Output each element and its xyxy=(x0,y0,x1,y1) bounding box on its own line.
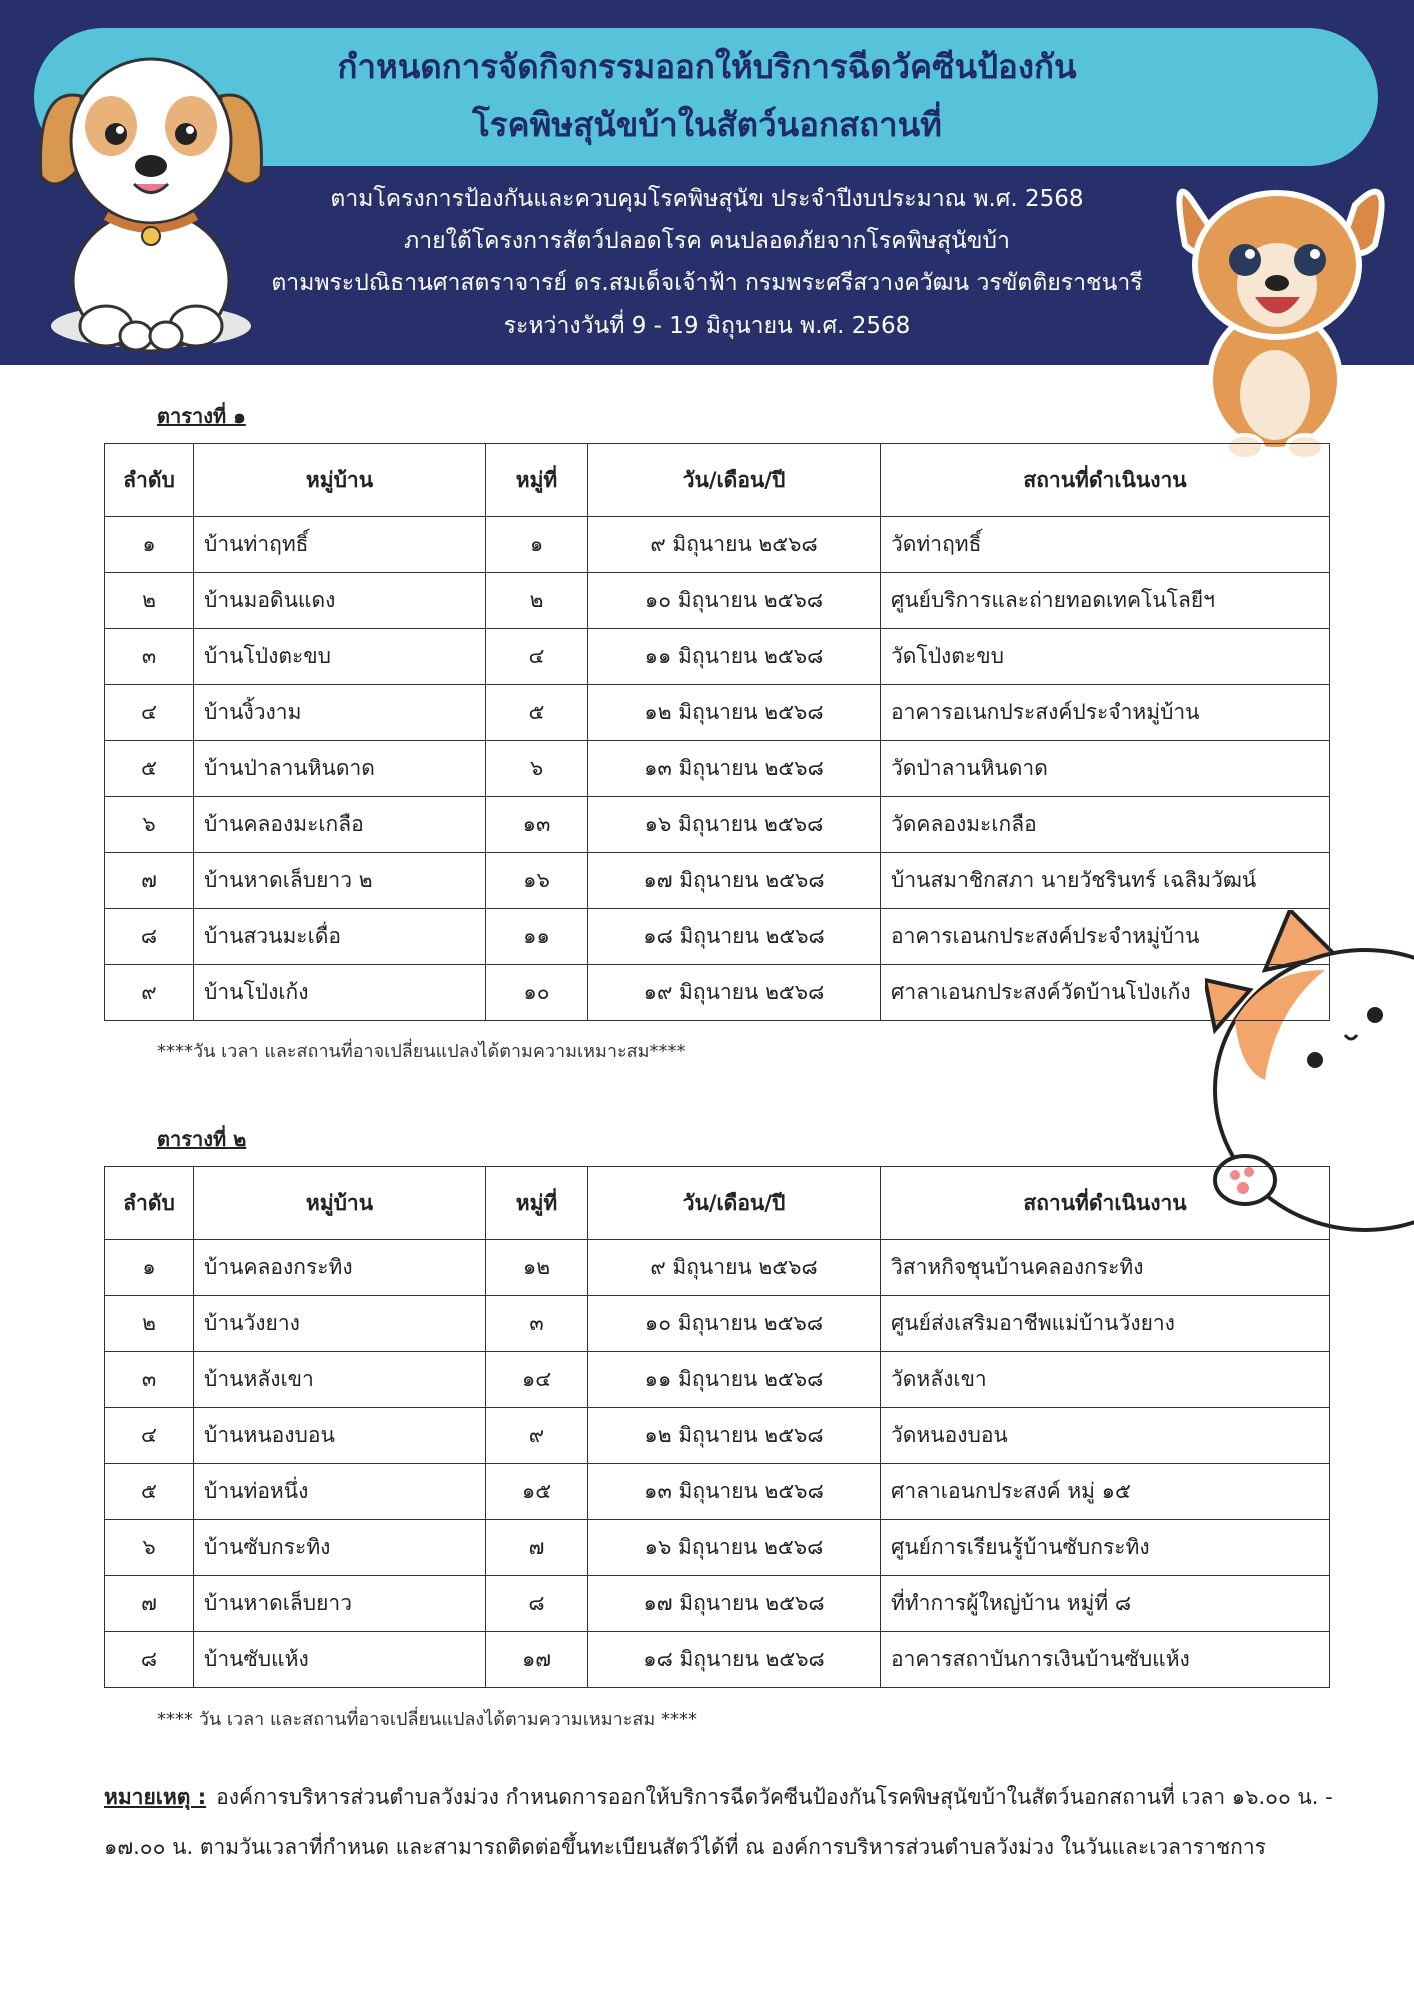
table-row xyxy=(105,1408,1330,1464)
cell-order: ๔ xyxy=(105,685,194,741)
table-row xyxy=(105,1240,1330,1296)
remark-text: องค์การบริหารส่วนตำบลวังม่วง กำหนดการออกให้บริการฉีดวัคซีนป้องกันโรคพิษสุนัขบ้าในสัตว์นอกสถานที่ เวลา ๑๖.๐๐ น. - ๑๗.๐๐ น. ตามวันเวลาที่กำหนด และสามารถติดต่อขึ้นทะเบียนสัตว์ได้ที่ ณ องค์การบริหารส่วนตำบลวังม่วง ในวันและเวลาราชการ xyxy=(104,1785,1333,1859)
cell-date: ๑๐ มิถุนายน ๒๕๖๘ xyxy=(588,573,881,629)
table-row xyxy=(105,517,1330,573)
table2-note: **** วัน เวลา และสถานที่อาจเปลี่ยนแปลงได้ตามความเหมาะสม **** xyxy=(157,1709,697,1730)
schedule-table-1 xyxy=(104,443,1330,1021)
cell-order: ๘ xyxy=(105,909,194,965)
cell-order: ๙ xyxy=(105,965,194,1021)
cell-date: ๑๗ มิถุนายน ๒๕๖๘ xyxy=(588,853,881,909)
cell-date: ๙ มิถุนายน ๒๕๖๘ xyxy=(588,1240,881,1296)
table-row xyxy=(105,1576,1330,1632)
cell-village: บ้านป่าลานหินดาด xyxy=(194,741,486,797)
cell-order: ๓ xyxy=(105,629,194,685)
cell-village: บ้านโป่งตะขบ xyxy=(194,629,486,685)
column-header-location: สถานที่ดำเนินงาน xyxy=(881,444,1330,517)
cell-village: บ้านท่อหนึ่ง xyxy=(194,1464,486,1520)
cell-village: บ้านหนองบอน xyxy=(194,1408,486,1464)
cell-village: บ้านโป่งเก้ง xyxy=(194,965,486,1021)
cell-location: ศูนย์การเรียนรู้บ้านซับกระทิง xyxy=(881,1520,1330,1576)
cell-village: บ้านหาดเล็บยาว xyxy=(194,1576,486,1632)
cell-moo: ๙ xyxy=(486,1408,588,1464)
cell-village: บ้านสวนมะเดื่อ xyxy=(194,909,486,965)
cell-date: ๑๘ มิถุนายน ๒๕๖๘ xyxy=(588,909,881,965)
cell-order: ๒ xyxy=(105,573,194,629)
cell-moo: ๑๔ xyxy=(486,1352,588,1408)
table-row xyxy=(105,685,1330,741)
cell-location: วิสาหกิจชุนบ้านคลองกระทิง xyxy=(881,1240,1330,1296)
column-header-order: ลำดับ xyxy=(105,1167,194,1240)
table-row xyxy=(105,1632,1330,1688)
cell-moo: ๔ xyxy=(486,629,588,685)
cell-village: บ้านงิ้วงาม xyxy=(194,685,486,741)
cell-location: วัดคลองมะเกลือ xyxy=(881,797,1330,853)
cell-date: ๑๒ มิถุนายน ๒๕๖๘ xyxy=(588,685,881,741)
dog-illustration xyxy=(26,26,276,356)
table2-label: ตารางที่ ๒ xyxy=(157,1127,247,1151)
cell-village: บ้านหลังเขา xyxy=(194,1352,486,1408)
subtitle-royal-patron: ตามพระปณิธานศาสตราจารย์ ดร.สมเด็จเจ้าฟ้า กรมพระศรีสวางควัฒน วรขัตติยราชนารี xyxy=(271,270,1143,296)
cell-location: ศูนย์บริการและถ่ายทอดเทคโนโลยีฯ xyxy=(881,573,1330,629)
cell-moo: ๗ xyxy=(486,1520,588,1576)
cell-order: ๖ xyxy=(105,797,194,853)
cell-moo: ๑๕ xyxy=(486,1464,588,1520)
cell-order: ๕ xyxy=(105,1464,194,1520)
cell-moo: ๑ xyxy=(486,517,588,573)
cell-moo: ๑๗ xyxy=(486,1632,588,1688)
cell-order: ๗ xyxy=(105,853,194,909)
cell-date: ๑๑ มิถุนายน ๒๕๖๘ xyxy=(588,629,881,685)
cell-moo: ๕ xyxy=(486,685,588,741)
cell-date: ๑๗ มิถุนายน ๒๕๖๘ xyxy=(588,1576,881,1632)
cell-village: บ้านคลองกระทิง xyxy=(194,1240,486,1296)
cell-location: บ้านสมาชิกสภา นายวัชรินทร์ เฉลิมวัฒน์ xyxy=(881,853,1330,909)
column-header-village: หมู่บ้าน xyxy=(194,1167,486,1240)
table-header-row xyxy=(105,444,1330,517)
cell-moo: ๓ xyxy=(486,1296,588,1352)
title-line-1: กำหนดการจัดกิจกรรมออกให้บริการฉีดวัคซีนป้องกัน xyxy=(337,47,1077,86)
title-line-2: โรคพิษสุนัขบ้าในสัตว์นอกสถานที่ xyxy=(472,105,942,144)
table-row xyxy=(105,629,1330,685)
cell-village: บ้านวังยาง xyxy=(194,1296,486,1352)
remark-heading: หมายเหตุ : xyxy=(104,1785,207,1809)
cell-order: ๕ xyxy=(105,741,194,797)
remark-paragraph xyxy=(104,1772,1374,1872)
cell-location: วัดป่าลานหินดาด xyxy=(881,741,1330,797)
cell-order: ๒ xyxy=(105,1296,194,1352)
cell-location: ศาลาเอนกประสงค์ หมู่ ๑๕ xyxy=(881,1464,1330,1520)
cell-date: ๑๖ มิถุนายน ๒๕๖๘ xyxy=(588,797,881,853)
cell-moo: ๑๐ xyxy=(486,965,588,1021)
cell-moo: ๑๒ xyxy=(486,1240,588,1296)
cell-moo: ๑๑ xyxy=(486,909,588,965)
cell-order: ๓ xyxy=(105,1352,194,1408)
cell-order: ๖ xyxy=(105,1520,194,1576)
subtitle-project: ตามโครงการป้องกันและควบคุมโรคพิษสุนัข ประจำปีงบประมาณ พ.ศ. 2568 xyxy=(330,186,1084,212)
table-header-row xyxy=(105,1167,1330,1240)
column-header-location: สถานที่ดำเนินงาน xyxy=(881,1167,1330,1240)
table-row xyxy=(105,1520,1330,1576)
cell-village: บ้านซับกระทิง xyxy=(194,1520,486,1576)
cell-village: บ้านมอดินแดง xyxy=(194,573,486,629)
table1-label: ตารางที่ ๑ xyxy=(157,404,246,428)
cell-location: ศาลาเอนกประสงค์วัดบ้านโป่งเก้ง xyxy=(881,965,1330,1021)
cell-date: ๑๒ มิถุนายน ๒๕๖๘ xyxy=(588,1408,881,1464)
column-header-moo: หมู่ที่ xyxy=(486,1167,588,1240)
cell-location: อาคารเอนกประสงค์ประจำหมู่บ้าน xyxy=(881,909,1330,965)
cell-location: วัดท่าฤทธิ์ xyxy=(881,517,1330,573)
cell-moo: ๘ xyxy=(486,1576,588,1632)
column-header-order: ลำดับ xyxy=(105,444,194,517)
table1-note: ****วัน เวลา และสถานที่อาจเปลี่ยนแปลงได้ตามความเหมาะสม**** xyxy=(157,1041,686,1062)
column-header-moo: หมู่ที่ xyxy=(486,444,588,517)
subtitle-initiative: ภายใต้โครงการสัตว์ปลอดโรค คนปลอดภัยจากโรคพิษสุนัขบ้า xyxy=(404,228,1010,254)
cell-location: วัดโป่งตะขบ xyxy=(881,629,1330,685)
table-row xyxy=(105,1296,1330,1352)
puppy-illustration xyxy=(1155,165,1405,465)
cell-village: บ้านคลองมะเกลือ xyxy=(194,797,486,853)
table-row xyxy=(105,741,1330,797)
cell-location: ที่ทำการผู้ใหญ่บ้าน หมู่ที่ ๘ xyxy=(881,1576,1330,1632)
cell-date: ๑๐ มิถุนายน ๒๕๖๘ xyxy=(588,1296,881,1352)
cell-location: วัดหนองบอน xyxy=(881,1408,1330,1464)
cell-moo: ๒ xyxy=(486,573,588,629)
table-row xyxy=(105,573,1330,629)
table-row xyxy=(105,909,1330,965)
cell-date: ๑๓ มิถุนายน ๒๕๖๘ xyxy=(588,741,881,797)
table-row xyxy=(105,853,1330,909)
cell-location: ศูนย์ส่งเสริมอาชีพแม่บ้านวังยาง xyxy=(881,1296,1330,1352)
table-row xyxy=(105,965,1330,1021)
schedule-table-2 xyxy=(104,1166,1330,1688)
cell-moo: ๖ xyxy=(486,741,588,797)
cell-location: วัดหลังเขา xyxy=(881,1352,1330,1408)
cell-date: ๑๑ มิถุนายน ๒๕๖๘ xyxy=(588,1352,881,1408)
cell-location: อาคารอเนกประสงค์ประจำหมู่บ้าน xyxy=(881,685,1330,741)
cell-order: ๑ xyxy=(105,1240,194,1296)
cell-order: ๗ xyxy=(105,1576,194,1632)
subtitle-date-range: ระหว่างวันที่ 9 - 19 มิถุนายน พ.ศ. 2568 xyxy=(503,313,911,339)
table-row xyxy=(105,1352,1330,1408)
column-header-date: วัน/เดือน/ปี xyxy=(588,444,881,517)
cell-date: ๑๓ มิถุนายน ๒๕๖๘ xyxy=(588,1464,881,1520)
column-header-date: วัน/เดือน/ปี xyxy=(588,1167,881,1240)
cell-date: ๑๘ มิถุนายน ๒๕๖๘ xyxy=(588,1632,881,1688)
cell-date: ๑๖ มิถุนายน ๒๕๖๘ xyxy=(588,1520,881,1576)
cell-location: อาคารสถาบันการเงินบ้านซับแห้ง xyxy=(881,1632,1330,1688)
cell-order: ๑ xyxy=(105,517,194,573)
cell-date: ๙ มิถุนายน ๒๕๖๘ xyxy=(588,517,881,573)
cell-date: ๑๙ มิถุนายน ๒๕๖๘ xyxy=(588,965,881,1021)
cell-village: บ้านท่าฤทธิ์ xyxy=(194,517,486,573)
column-header-village: หมู่บ้าน xyxy=(194,444,486,517)
cell-order: ๘ xyxy=(105,1632,194,1688)
cell-moo: ๑๖ xyxy=(486,853,588,909)
table-row xyxy=(105,797,1330,853)
cell-order: ๔ xyxy=(105,1408,194,1464)
cell-village: บ้านหาดเล็บยาว ๒ xyxy=(194,853,486,909)
cell-moo: ๑๓ xyxy=(486,797,588,853)
table-row xyxy=(105,1464,1330,1520)
cell-village: บ้านซับแห้ง xyxy=(194,1632,486,1688)
